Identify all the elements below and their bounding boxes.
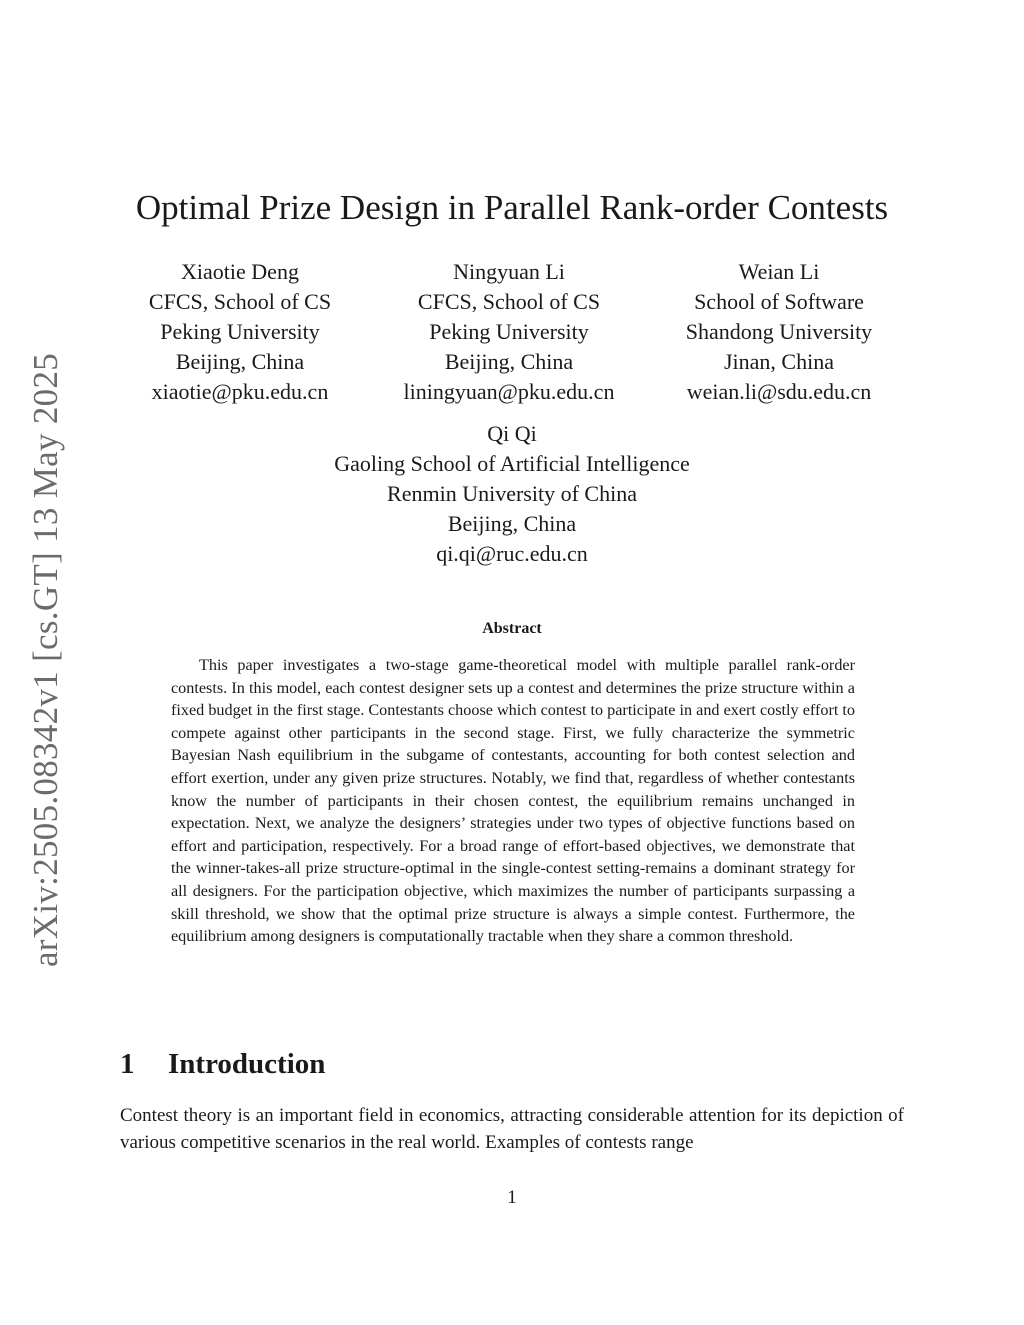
author-department: CFCS, School of CS bbox=[417, 289, 601, 314]
author-email[interactable]: xiaotie@pku.edu.cn bbox=[151, 379, 329, 404]
author-location: Beijing, China bbox=[447, 511, 577, 536]
author-location: Beijing, China bbox=[444, 349, 574, 374]
abstract-heading: Abstract bbox=[482, 620, 542, 637]
author-department: CFCS, School of CS bbox=[148, 289, 332, 314]
author-name: Xiaotie Deng bbox=[181, 259, 299, 284]
author-email[interactable]: weian.li@sdu.edu.cn bbox=[686, 379, 872, 404]
author-block bbox=[334, 419, 690, 569]
author-email[interactable]: liningyuan@pku.edu.cn bbox=[403, 379, 615, 404]
paper-title: Optimal Prize Design in Parallel Rank-order Contests bbox=[135, 188, 889, 227]
arxiv-identifier-text: arXiv:2505.08342v1 [cs.GT] 13 May 2025 bbox=[26, 352, 65, 968]
abstract-text: This paper investigates a two-stage game-theoretical model with multiple parallel rank-order contests. In this model, each contest designer sets up a contest and determines the prize structure within a fixed budget in the first stage. Contestants choose which contest to participate in and exert costly effort to compete against other participants in the second stage. First, we fully characterize the symmetric Bayesian Nash equilibrium in the subgame of contestants, accounting for both contest selection and effort exertion, under any given prize structures. Notably, we find that, regardless of whether contestants know the number of participants in their chosen contest, the equilibrium remains unchanged in expectation. Next, we analyze the designers’ strategies under two types of objective functions based on effort and participation, respectively. For a broad range of effort-based objectives, we demonstrate that the winner-takes-all prize structure-optimal in the single-contest setting-remains a dominant strategy for all designers. For the participation objective, which maximizes the number of participants surpassing a skill threshold, we show that the optimal prize structure is always a simple contest. Furthermore, the equilibrium among designers is computationally tractable when they share a common threshold. bbox=[171, 656, 855, 946]
author-institution: Renmin University of China bbox=[387, 481, 637, 506]
author-block bbox=[404, 257, 615, 407]
author-location: Beijing, China bbox=[175, 349, 305, 374]
section-number: 1 bbox=[120, 1048, 135, 1080]
author-institution: Peking University bbox=[160, 319, 320, 344]
author-name: Weian Li bbox=[738, 259, 820, 284]
author-name: Qi Qi bbox=[487, 421, 537, 446]
author-email[interactable]: qi.qi@ruc.edu.cn bbox=[436, 541, 588, 566]
introduction-paragraph: Contest theory is an important field in economics, attracting considerable attention for its depiction of various competitive scenarios in the real world. Examples of contests range bbox=[120, 1105, 904, 1153]
author-block bbox=[149, 257, 331, 407]
author-department: School of Software bbox=[694, 289, 864, 314]
page-number: 1 bbox=[507, 1187, 517, 1208]
author-department: Gaoling School of Artificial Intelligence bbox=[334, 451, 690, 476]
author-institution: Peking University bbox=[429, 319, 589, 344]
section-heading bbox=[120, 1048, 325, 1081]
author-location: Jinan, China bbox=[723, 349, 834, 374]
author-block bbox=[686, 257, 872, 407]
author-institution: Shandong University bbox=[685, 319, 873, 344]
author-name: Ningyuan Li bbox=[453, 259, 565, 284]
section-title: Introduction bbox=[168, 1048, 326, 1080]
author-row bbox=[0, 257, 1024, 417]
